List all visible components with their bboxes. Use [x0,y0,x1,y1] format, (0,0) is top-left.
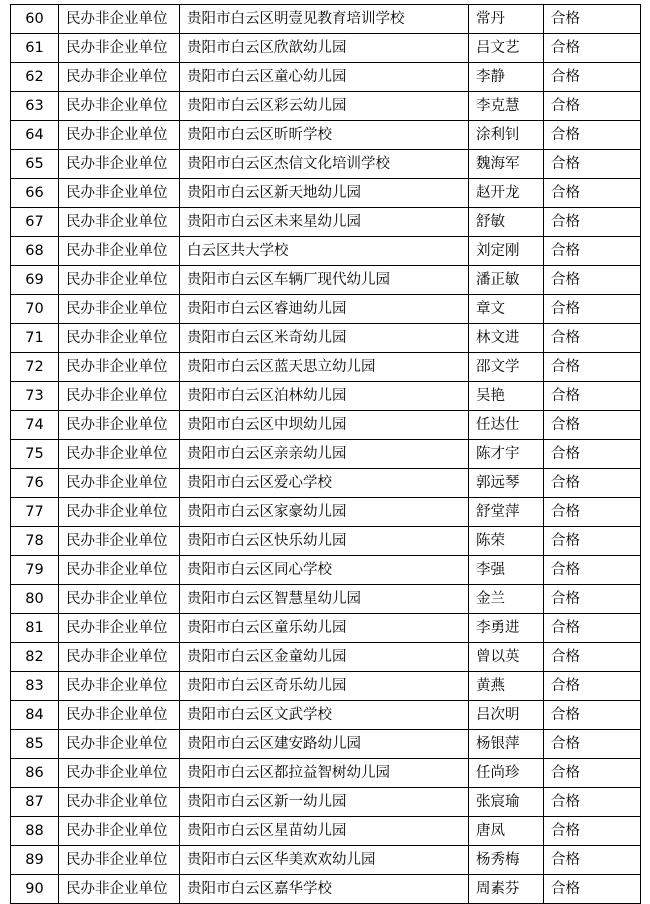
org-type-cell: 民办非企业单位 [59,266,180,295]
table-row [11,469,641,498]
result-cell: 合格 [544,5,641,34]
result-cell: 合格 [544,846,641,875]
table-row [11,440,641,469]
table-row [11,92,641,121]
row-number-cell: 78 [11,527,59,556]
row-number-cell: 85 [11,730,59,759]
result-cell: 合格 [544,208,641,237]
table-row [11,411,641,440]
org-type-cell: 民办非企业单位 [59,411,180,440]
org-name-cell: 贵阳市白云区昕昕学校 [180,121,469,150]
result-cell: 合格 [544,498,641,527]
org-name-cell: 贵阳市白云区欣歆幼儿园 [180,34,469,63]
org-type-cell: 民办非企业单位 [59,614,180,643]
row-number-cell: 82 [11,643,59,672]
result-cell: 合格 [544,63,641,92]
org-name-cell: 贵阳市白云区奇乐幼儿园 [180,672,469,701]
org-type-cell: 民办非企业单位 [59,150,180,179]
org-type-cell: 民办非企业单位 [59,295,180,324]
legal-rep-cell: 邵文学 [469,353,544,382]
org-name-cell: 贵阳市白云区华美欢欢幼儿园 [180,846,469,875]
result-cell: 合格 [544,672,641,701]
org-name-cell: 贵阳市白云区智慧星幼儿园 [180,585,469,614]
org-type-cell: 民办非企业单位 [59,730,180,759]
table-row [11,324,641,353]
table-row [11,295,641,324]
table-row [11,34,641,63]
table-row [11,266,641,295]
table-row [11,875,641,904]
result-cell: 合格 [544,34,641,63]
row-number-cell: 60 [11,5,59,34]
org-name-cell: 贵阳市白云区新一幼儿园 [180,788,469,817]
org-name-cell: 贵阳市白云区家豪幼儿园 [180,498,469,527]
org-type-cell: 民办非企业单位 [59,34,180,63]
result-cell: 合格 [544,440,641,469]
org-type-cell: 民办非企业单位 [59,63,180,92]
org-type-cell: 民办非企业单位 [59,672,180,701]
table-row [11,585,641,614]
row-number-cell: 61 [11,34,59,63]
result-cell: 合格 [544,324,641,353]
org-type-cell: 民办非企业单位 [59,875,180,904]
org-type-cell: 民办非企业单位 [59,237,180,266]
result-cell: 合格 [544,875,641,904]
row-number-cell: 63 [11,92,59,121]
org-type-cell: 民办非企业单位 [59,179,180,208]
legal-rep-cell: 吴艳 [469,382,544,411]
org-name-cell: 贵阳市白云区蓝天思立幼儿园 [180,353,469,382]
table-row [11,817,641,846]
org-name-cell: 贵阳市白云区嘉华学校 [180,875,469,904]
org-name-cell: 贵阳市白云区建安路幼儿园 [180,730,469,759]
table-row [11,643,641,672]
org-name-cell: 贵阳市白云区爱心学校 [180,469,469,498]
row-number-cell: 74 [11,411,59,440]
row-number-cell: 73 [11,382,59,411]
legal-rep-cell: 李克慧 [469,92,544,121]
org-name-cell: 贵阳市白云区文武学校 [180,701,469,730]
row-number-cell: 77 [11,498,59,527]
table-row [11,701,641,730]
legal-rep-cell: 金兰 [469,585,544,614]
org-name-cell: 贵阳市白云区睿迪幼儿园 [180,295,469,324]
result-cell: 合格 [544,295,641,324]
legal-rep-cell: 潘正敏 [469,266,544,295]
legal-rep-cell: 唐凤 [469,817,544,846]
legal-rep-cell: 陈荣 [469,527,544,556]
legal-rep-cell: 周素芬 [469,875,544,904]
org-type-cell: 民办非企业单位 [59,440,180,469]
org-type-cell: 民办非企业单位 [59,469,180,498]
legal-rep-cell: 任达仕 [469,411,544,440]
legal-rep-cell: 舒堂萍 [469,498,544,527]
org-name-cell: 贵阳市白云区金童幼儿园 [180,643,469,672]
org-type-cell: 民办非企业单位 [59,701,180,730]
legal-rep-cell: 任尚珍 [469,759,544,788]
legal-rep-cell: 涂利钊 [469,121,544,150]
row-number-cell: 87 [11,788,59,817]
table-row [11,208,641,237]
table-row [11,759,641,788]
legal-rep-cell: 黄燕 [469,672,544,701]
row-number-cell: 89 [11,846,59,875]
legal-rep-cell: 郭远琴 [469,469,544,498]
result-cell: 合格 [544,353,641,382]
result-cell: 合格 [544,759,641,788]
table-row [11,63,641,92]
row-number-cell: 66 [11,179,59,208]
org-type-cell: 民办非企业单位 [59,353,180,382]
legal-rep-cell: 杨银萍 [469,730,544,759]
org-name-cell: 贵阳市白云区同心学校 [180,556,469,585]
org-type-cell: 民办非企业单位 [59,382,180,411]
legal-rep-cell: 曾以英 [469,643,544,672]
row-number-cell: 68 [11,237,59,266]
table-row [11,788,641,817]
table-row [11,237,641,266]
legal-rep-cell: 林文进 [469,324,544,353]
table-row [11,672,641,701]
table-row [11,614,641,643]
legal-rep-cell: 刘定刚 [469,237,544,266]
result-cell: 合格 [544,92,641,121]
org-name-cell: 贵阳市白云区米奇幼儿园 [180,324,469,353]
row-number-cell: 65 [11,150,59,179]
result-cell: 合格 [544,179,641,208]
table-row [11,150,641,179]
legal-rep-cell: 杨秀梅 [469,846,544,875]
org-name-cell: 贵阳市白云区童心幼儿园 [180,63,469,92]
org-type-cell: 民办非企业单位 [59,5,180,34]
row-number-cell: 79 [11,556,59,585]
row-number-cell: 70 [11,295,59,324]
org-type-cell: 民办非企业单位 [59,324,180,353]
legal-rep-cell: 章文 [469,295,544,324]
org-name-cell: 贵阳市白云区亲亲幼儿园 [180,440,469,469]
result-cell: 合格 [544,614,641,643]
row-number-cell: 72 [11,353,59,382]
result-cell: 合格 [544,701,641,730]
table-row [11,556,641,585]
table-row [11,527,641,556]
result-cell: 合格 [544,585,641,614]
result-cell: 合格 [544,469,641,498]
legal-rep-cell: 李勇进 [469,614,544,643]
row-number-cell: 67 [11,208,59,237]
legal-rep-cell: 陈才宇 [469,440,544,469]
org-name-cell: 白云区共大学校 [180,237,469,266]
table-row [11,179,641,208]
result-cell: 合格 [544,121,641,150]
org-type-cell: 民办非企业单位 [59,121,180,150]
org-name-cell: 贵阳市白云区星苗幼儿园 [180,817,469,846]
row-number-cell: 88 [11,817,59,846]
row-number-cell: 75 [11,440,59,469]
org-name-cell: 贵阳市白云区新天地幼儿园 [180,179,469,208]
result-cell: 合格 [544,788,641,817]
org-type-cell: 民办非企业单位 [59,846,180,875]
table-row [11,121,641,150]
org-name-cell: 贵阳市白云区杰信文化培训学校 [180,150,469,179]
row-number-cell: 86 [11,759,59,788]
legal-rep-cell: 吕文艺 [469,34,544,63]
table-row [11,382,641,411]
row-number-cell: 62 [11,63,59,92]
row-number-cell: 84 [11,701,59,730]
legal-rep-cell: 魏海军 [469,150,544,179]
result-cell: 合格 [544,527,641,556]
row-number-cell: 83 [11,672,59,701]
org-type-cell: 民办非企业单位 [59,788,180,817]
result-cell: 合格 [544,411,641,440]
legal-rep-cell: 吕次明 [469,701,544,730]
row-number-cell: 80 [11,585,59,614]
org-type-cell: 民办非企业单位 [59,817,180,846]
org-type-cell: 民办非企业单位 [59,556,180,585]
legal-rep-cell: 李静 [469,63,544,92]
org-type-cell: 民办非企业单位 [59,759,180,788]
org-name-cell: 贵阳市白云区明壹见教育培训学校 [180,5,469,34]
org-name-cell: 贵阳市白云区车辆厂现代幼儿园 [180,266,469,295]
result-cell: 合格 [544,266,641,295]
result-cell: 合格 [544,643,641,672]
table-row [11,846,641,875]
org-type-cell: 民办非企业单位 [59,643,180,672]
org-type-cell: 民办非企业单位 [59,92,180,121]
legal-rep-cell: 赵开龙 [469,179,544,208]
legal-rep-cell: 舒敏 [469,208,544,237]
row-number-cell: 69 [11,266,59,295]
org-type-cell: 民办非企业单位 [59,208,180,237]
result-cell: 合格 [544,382,641,411]
table-row [11,353,641,382]
org-name-cell: 贵阳市白云区中坝幼儿园 [180,411,469,440]
result-cell: 合格 [544,730,641,759]
result-cell: 合格 [544,150,641,179]
table-body [11,5,641,904]
org-type-cell: 民办非企业单位 [59,527,180,556]
org-name-cell: 贵阳市白云区彩云幼儿园 [180,92,469,121]
legal-rep-cell: 张宸瑜 [469,788,544,817]
inspection-results-table [10,4,641,904]
org-name-cell: 贵阳市白云区童乐幼儿园 [180,614,469,643]
org-name-cell: 贵阳市白云区快乐幼儿园 [180,527,469,556]
org-type-cell: 民办非企业单位 [59,498,180,527]
row-number-cell: 81 [11,614,59,643]
row-number-cell: 76 [11,469,59,498]
org-type-cell: 民办非企业单位 [59,585,180,614]
result-cell: 合格 [544,556,641,585]
org-name-cell: 贵阳市白云区未来星幼儿园 [180,208,469,237]
row-number-cell: 90 [11,875,59,904]
org-name-cell: 贵阳市白云区都拉益智树幼儿园 [180,759,469,788]
legal-rep-cell: 李强 [469,556,544,585]
row-number-cell: 64 [11,121,59,150]
table-row [11,5,641,34]
row-number-cell: 71 [11,324,59,353]
legal-rep-cell: 常丹 [469,5,544,34]
table-row [11,730,641,759]
org-name-cell: 贵阳市白云区泊林幼儿园 [180,382,469,411]
table-row [11,498,641,527]
result-cell: 合格 [544,817,641,846]
result-cell: 合格 [544,237,641,266]
